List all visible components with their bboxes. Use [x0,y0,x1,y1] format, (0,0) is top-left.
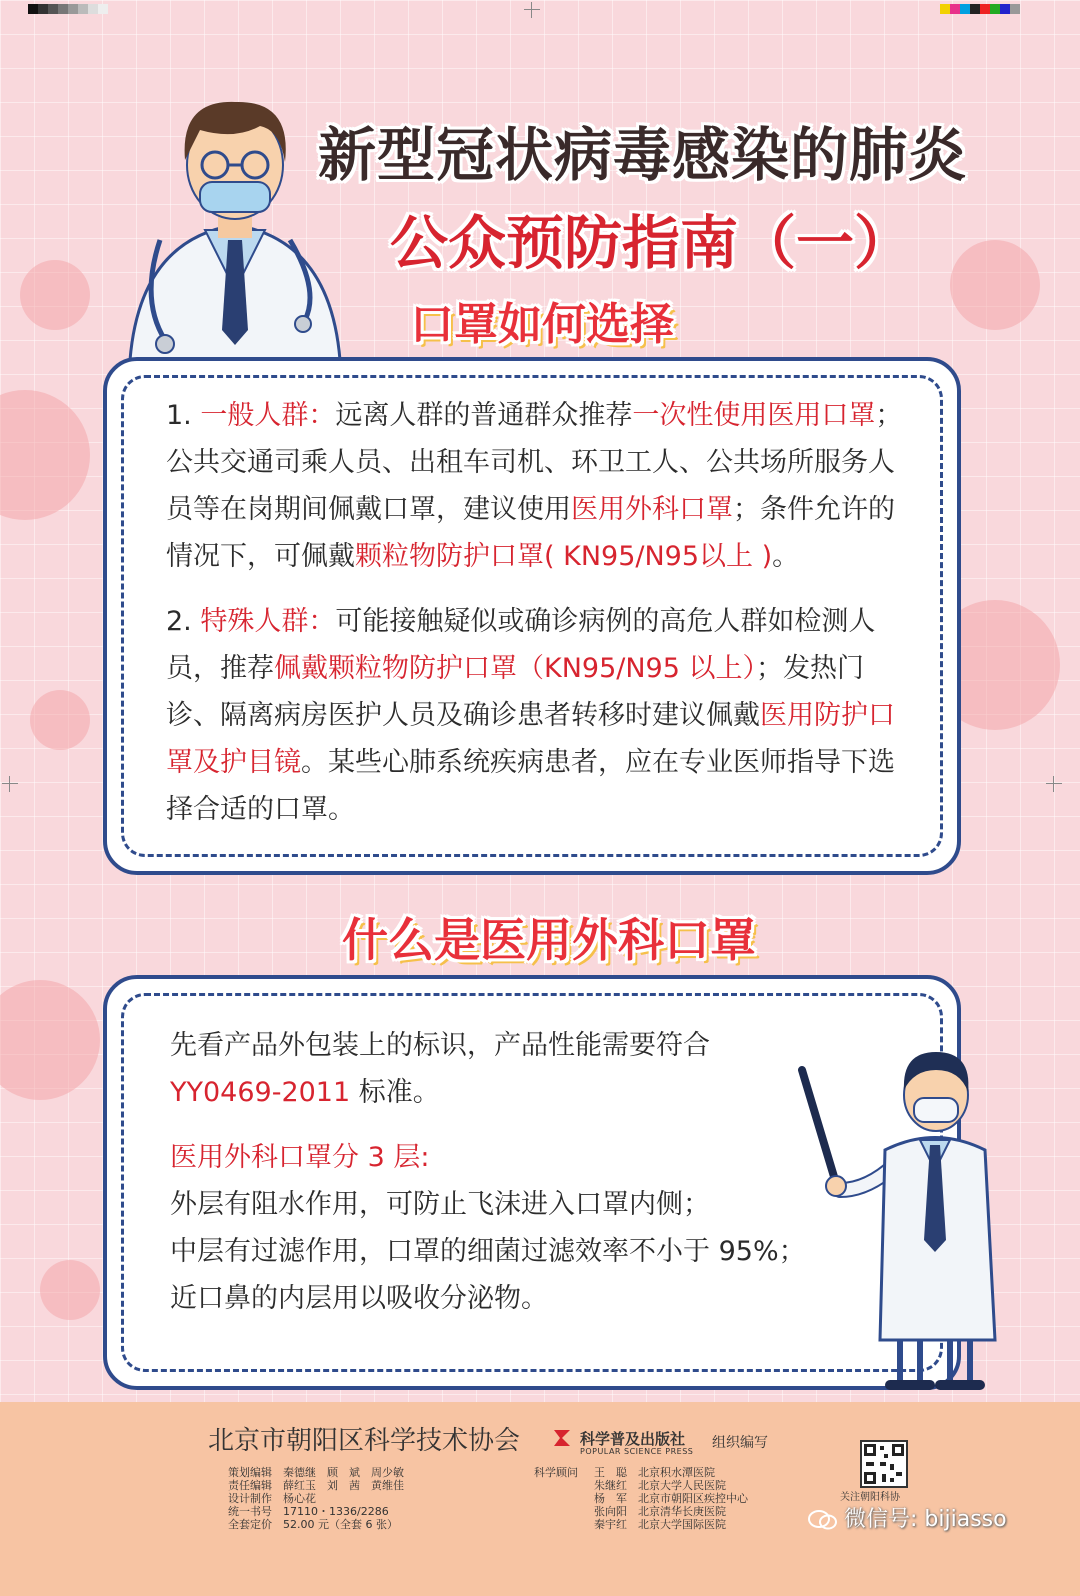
mask-layers-list [170,1134,830,1322]
virus-decoration [30,690,90,750]
title-line-1: 新型冠状病毒感染的肺炎 [318,121,968,189]
paragraph-text: 。 [772,541,800,572]
publisher-name-english: POPULAR SCIENCE PRESS [580,1447,694,1456]
doctor-with-pointer-illustration [790,1040,1020,1400]
special-population-paragraph [166,598,906,833]
credit-line: 设计制作 杨心花 [228,1492,316,1505]
advisor-line: 王 聪 北京积水潭医院 [594,1466,715,1479]
advisor-line: 张向阳 北京清华长庚医院 [594,1505,726,1518]
paragraph-text: 。某些心肺系统疾病患者，应在专业医师指导下选择合适的口罩。 [166,747,895,825]
standard-code: YY0469-2011 [170,1077,351,1108]
advisor-label: 科学顾问 [534,1466,578,1479]
paragraph-text: 先看产品外包装上的标识，产品性能需要符合 [170,1030,710,1061]
registration-mark [524,2,540,18]
virus-decoration [950,240,1040,330]
credit-line: 统一书号 17110・1336/2286 [228,1505,389,1518]
general-population-paragraph [166,392,906,580]
virus-decoration [0,390,90,520]
print-grayscale-bar [28,4,108,14]
advisor-line: 秦宇红 北京大学国际医院 [594,1518,726,1531]
virus-decoration [20,260,90,330]
general-population-label: 一般人群： [200,400,336,431]
editorial-credits [228,1466,404,1531]
qr-code-icon[interactable] [860,1440,908,1488]
paragraph-text: 远离人群的普通群众推荐 [335,400,633,431]
qr-caption: 关注朝阳科协 [840,1492,900,1503]
wechat-watermark [808,1502,1007,1533]
section1-heading: 口罩如何选择 [410,299,674,350]
watermark-text: 微信号: bijiasso [844,1507,1007,1532]
footer-band [0,1402,1080,1596]
paragraph-text: 标准。 [350,1077,440,1108]
organization-name: 北京市朝阳区科学技术协会 [208,1426,521,1456]
highlight-text: 佩戴颗粒物防护口罩（KN95/N95 以上） [274,653,756,684]
paragraph-text: ；公共交通司乘人员、出租车司机、环卫工人、公共场所服务人员等在岗期间佩戴口罩，建议使用 [166,400,903,525]
credit-line: 责任编辑 薛红玉 刘 茜 黄维佳 [228,1479,404,1492]
standard-paragraph [170,1022,810,1116]
virus-decoration [0,980,100,1100]
layer-inner: 近口鼻的内层用以吸收分泌物。 [170,1283,548,1314]
highlight-text: 医用防护口罩及护目镜 [166,700,895,778]
advisor-line: 朱继红 北京大学人民医院 [594,1479,726,1492]
title-line-2: 公众预防指南（一） [390,209,913,277]
section2-heading: 什么是医用外科口罩 [342,913,756,967]
layers-title: 医用外科口罩分 3 层: [170,1142,430,1173]
publisher-logo-icon [550,1426,574,1450]
virus-decoration [40,1260,100,1320]
layer-middle: 中层有过滤作用，口罩的细菌过滤效率不小于 95%； [170,1236,806,1267]
doctor-illustration [120,90,350,360]
publisher-name: 科学普及出版社 [580,1430,686,1448]
highlight-text: 一次性使用医用口罩 [632,400,876,431]
advisor-list [594,1466,748,1531]
paragraph-text: 可能接触疑似或确诊病例的高危人群如检测人员，推荐 [166,606,876,684]
layer-outer: 外层有阻水作用，可防止飞沫进入口罩内侧； [170,1189,710,1220]
item-number: 2. [166,606,201,637]
special-population-label: 特殊人群： [200,606,336,637]
registration-mark [1046,776,1062,792]
print-color-bar [940,4,1020,14]
credit-line: 策划编辑 秦德继 顾 斌 周少敏 [228,1466,404,1479]
highlight-text: 颗粒物防护口罩( KN95/N95以上 ) [355,541,773,572]
wechat-icon [808,1509,838,1531]
paragraph-text: ；条件允许的情况下，可佩戴 [166,494,895,572]
registration-mark [2,776,18,792]
advisor-line: 杨 军 北京市朝阳区疾控中心 [594,1492,748,1505]
credit-line: 全套定价 52.00 元（全套 6 张） [228,1518,398,1531]
highlight-text: 医用外科口罩 [571,494,733,525]
organization-role: 组织编写 [712,1435,768,1451]
paragraph-text: ；发热门诊、隔离病房医护人员及确诊患者转移时建议佩戴 [166,653,864,731]
item-number: 1. [166,400,201,431]
